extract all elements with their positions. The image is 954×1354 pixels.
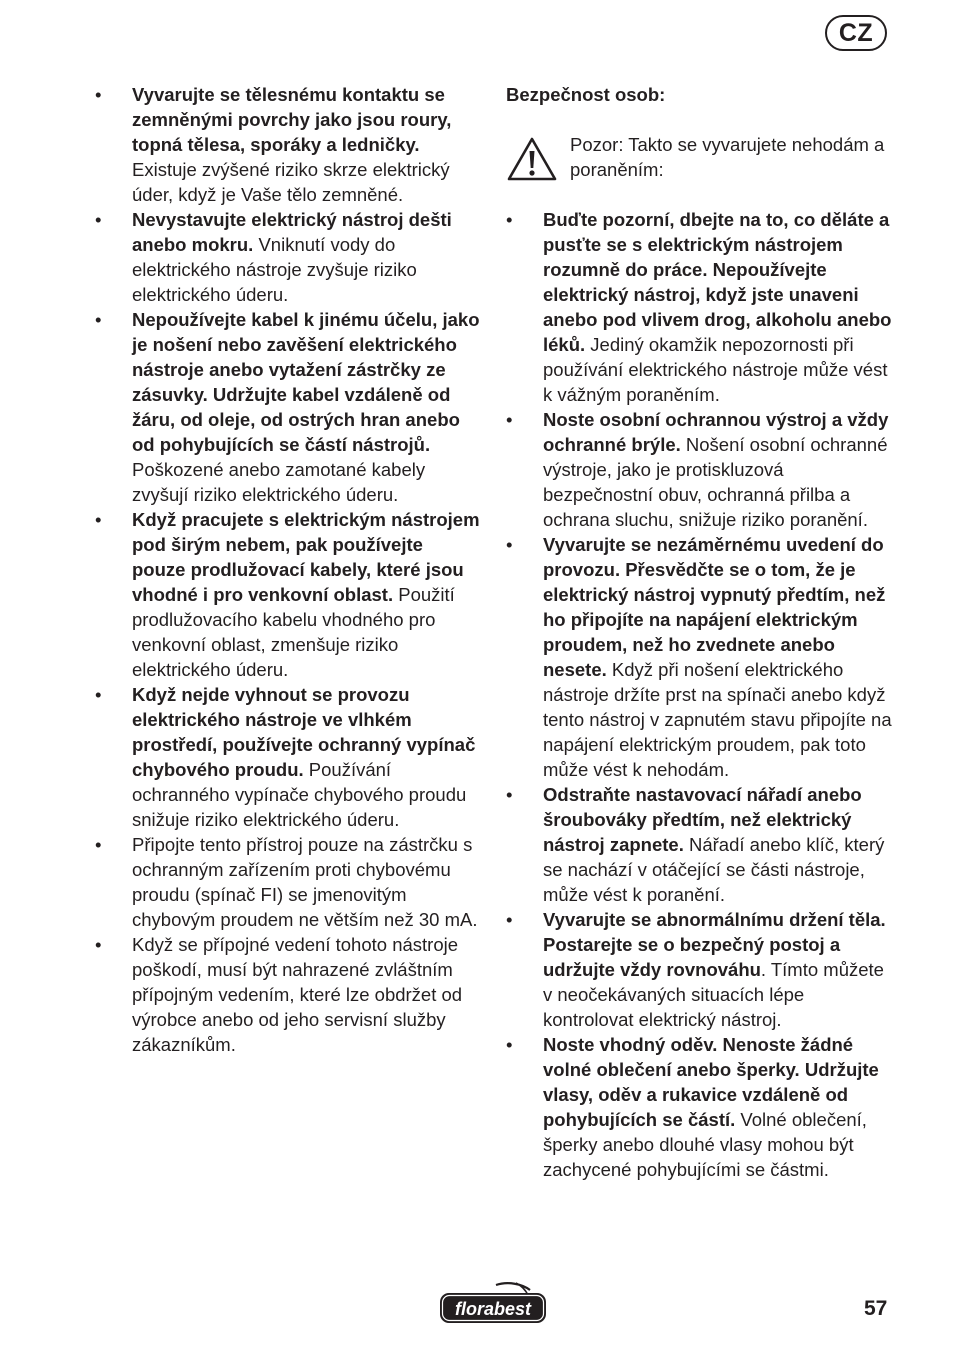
list-item	[95, 832, 481, 932]
item-bold-text: Vyvarujte se nezáměrnému uvedení do provozu. Přesvědčte se o tom, že je elektrický nástroj vypnutý předtím, než ho připojíte na napájení elektrickým proudem, než ho zvednete anebo nesete.	[543, 534, 886, 680]
item-text: Použití prodlužovacího kabelu vhodného pro venkovní oblast, zmenšuje riziko elektrického úderu.	[132, 584, 455, 680]
list-item	[95, 682, 481, 832]
list-item	[95, 207, 481, 307]
item-bold-text: Buďte pozorní, dbejte na to, co děláte a pusťte se s elektrickým nástrojem rozumně do práce. Nepoužívejte elektrický nástroj, když jste unaveni anebo pod vlivem drog, alkoholu anebo léků.	[543, 209, 892, 355]
item-bold-text: Noste vhodný oděv. Nenoste žádné volné oblečení anebo šperky. Udržujte vlasy, oděv a rukavice vzdáleně od pohybujících se částí.	[543, 1034, 879, 1130]
item-bold-text: Nepoužívejte kabel k jinému účelu, jako je nošení nebo zavěšení elektrického nástroje anebo vytažení zástrčky ze zásuvky. Udržujte kabel vzdáleně od žáru, od oleje, od ostrých hran anebo od pohybujících se částí nástrojů.	[132, 309, 480, 455]
warning-notice	[506, 132, 892, 182]
list-item	[506, 207, 892, 407]
item-bold-text: Vyvarujte se abnormálnímu držení těla. Postarejte se o bezpečný postoj a udržujte vždy rovnováhu	[543, 909, 886, 980]
item-text: Používání ochranného vypínače chybového proudu snižuje riziko elektrického úderu.	[132, 759, 467, 830]
safety-list-right	[506, 207, 892, 1182]
item-text: Nošení osobní ochranné výstroje, jako je protiskluzová bezpečnostní obuv, ochranná přilba a ochrana sluchu, snižuje riziko poranění.	[543, 434, 888, 530]
page-number: 57	[864, 1297, 888, 1320]
logo-wordmark: florabest	[454, 1299, 532, 1319]
list-item	[506, 782, 892, 907]
list-item	[506, 1032, 892, 1182]
warning-text: Pozor: Takto se vyvarujete nehodám a poraněním:	[570, 134, 885, 180]
item-bold-text: Noste osobní ochrannou výstroj a vždy ochranné brýle.	[543, 409, 889, 455]
item-bold-text: Když nejde vyhnout se provozu elektrického nástroje ve vlhkém prostředí, používejte ochranný vypínač chybového proudu.	[132, 684, 476, 780]
florabest-logo	[438, 1282, 548, 1326]
language-badge: CZ	[825, 15, 887, 51]
item-text: Když při nošení elektrického nástroje držíte prst na spínači anebo když tento nástroj v zapnutém stavu připojíte na napájení elektrickým proudem, pak toto může vést k nehodám.	[543, 659, 892, 780]
item-text: Existuje zvýšené riziko skrze elektrický úder, když je Vaše tělo zemněné.	[132, 159, 450, 205]
safety-list-left	[95, 82, 481, 1057]
list-item	[95, 932, 481, 1057]
item-text: Když se přípojné vedení tohoto nástroje poškodí, musí být nahrazené zvláštním přípojným vedením, které lze obdržet od výrobce anebo od jeho servisní služby zákazníkům.	[132, 934, 463, 1055]
item-text: Vniknutí vody do elektrického nástroje zvyšuje riziko elektrického úderu.	[132, 234, 417, 305]
left-column	[95, 82, 481, 1057]
item-text: . Tímto můžete v neočekávaných situacích lépe kontrolovat elektrický nástroj.	[543, 959, 884, 1030]
item-bold-text: Odstraňte nastavovací nářadí anebo šroubováky předtím, než elektrický nástroj zapnete.	[543, 784, 862, 855]
section-heading: Bezpečnost osob:	[506, 84, 666, 105]
item-text: Volné oblečení, šperky anebo dlouhé vlasy mohou být zachycené pohybujícími se částmi.	[543, 1109, 867, 1180]
item-text: Jediný okamžik nepozornosti při používání elektrického nástroje může vést k vážným poraněním.	[543, 334, 888, 405]
right-column	[506, 82, 892, 1182]
list-item	[95, 82, 481, 207]
list-item	[506, 532, 892, 782]
item-bold-text: Nevystavujte elektrický nástroj dešti anebo mokru.	[132, 209, 452, 255]
warning-icon	[506, 136, 558, 182]
item-bold-text: Když pracujete s elektrickým nástrojem pod širým nebem, pak používejte pouze prodlužovací kabely, které jsou vhodné i pro venkovní oblast.	[132, 509, 480, 605]
list-item	[506, 407, 892, 532]
list-item	[95, 307, 481, 507]
list-item	[95, 507, 481, 682]
item-text: Poškozené anebo zamotané kabely zvyšují riziko elektrického úderu.	[132, 459, 426, 505]
item-bold-text: Vyvarujte se tělesnému kontaktu se zemněnými povrchy jako jsou roury, topná tělesa, sporáky a ledničky.	[132, 84, 452, 155]
item-text: Připojte tento přístroj pouze na zástrčku s ochranným zařízením proti chybovému proudu (spínač FI) se jmenovitým chybovým proudem ne větším než 30 mA.	[132, 834, 478, 930]
item-text: Nářadí anebo klíč, který se nachází v otáčející se části nástroje, může vést k poranění.	[543, 834, 885, 905]
list-item	[506, 907, 892, 1032]
